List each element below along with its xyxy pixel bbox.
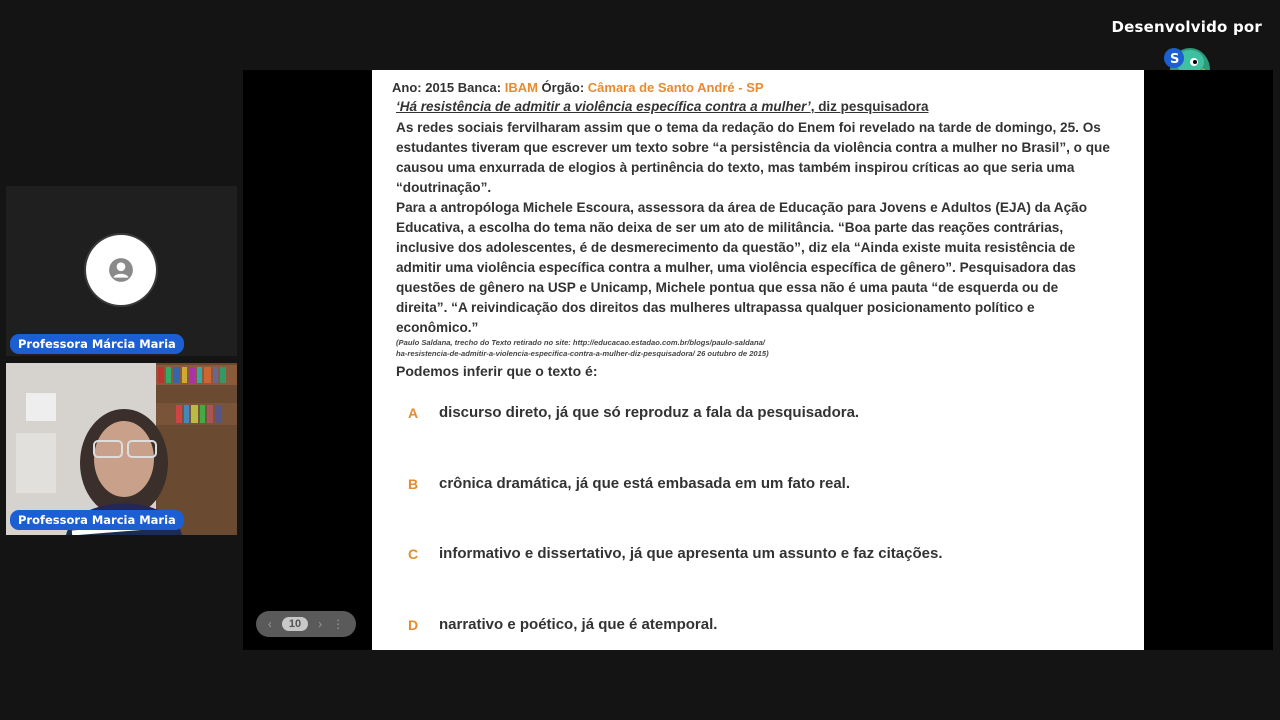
paragraph-2: Para a antropóloga Michele Escoura, assessora da área de Educação para Jovens e Adultos (EJA) da Ação Educativa, a escolha do tema não deixa de ser um ato de militância. “Boa parte das reações contrárias, inclusive dos adolescentes, é de desmerecimento da questão”, diz ela “Ainda existe muita resistência de admitir uma violência específica contra a mulher, uma violência específica de gênero”. Pesquisadora das questões de gênero na USP e Unicamp, Michele pontua que essa não é uma pauta “de esquerda ou de direita”. “A reivindicação dos direitos das mulheres ultrapassa qualquer posicionamento político e econômico.” (396, 200, 1088, 335)
banca-value: IBAM (504, 80, 538, 95)
question-prompt: Podemos inferir que o texto é: (396, 363, 598, 379)
option-text: narrativo e poético, já que é atemporal. (439, 616, 718, 633)
presentation-slide (372, 70, 1144, 650)
more-options-icon[interactable]: ⋮ (332, 617, 345, 631)
participant-name-tag: Professora Marcia Maria (10, 510, 184, 530)
user-icon (108, 257, 134, 283)
article-body (396, 118, 1112, 338)
option-text: crônica dramática, já que está embasada em um fato real. (439, 475, 851, 492)
orgao-label: Órgão: (537, 80, 588, 95)
headline-quote: ‘Há resistência de admitir a violência específica contra a mulher’ (396, 99, 811, 114)
option-a (408, 404, 859, 421)
source-line-1: (Paulo Saldana, trecho do Texto retirado no site: http://educacao.estadao.com.br/blogs/paulo-saldana/ (396, 338, 765, 347)
article-headline (396, 99, 928, 114)
participant-name-tag: Professora Márcia Maria (10, 334, 184, 354)
option-b (408, 475, 850, 492)
headline-suffix: , diz pesquisadora (810, 99, 929, 114)
page-number: 10 (282, 617, 308, 631)
option-text: informativo e dissertativo, já que apresenta um assunto e faz citações. (439, 545, 943, 562)
option-letter: C (408, 545, 419, 562)
meta-prefix: Ano: 2015 Banca: (392, 80, 505, 95)
option-letter: D (408, 616, 419, 633)
source-line-2: ha-resistencia-de-admitir-a-violencia-especifica-contra-a-mulher-diz-pesquisadora/ 26 outubro de 2015) (396, 348, 769, 358)
option-letter: A (408, 404, 419, 421)
article-source (396, 338, 1096, 359)
option-letter: B (408, 475, 419, 492)
orgao-value: Câmara de Santo André - SP (587, 80, 764, 95)
brand-label: Desenvolvido por (1111, 18, 1262, 36)
slide-pager[interactable] (256, 611, 356, 637)
avatar (86, 235, 156, 305)
chevron-right-icon[interactable]: › (318, 617, 323, 631)
paragraph-1: As redes sociais fervilharam assim que o tema da redação do Enem foi revelado na tarde de domingo, 25. Os estudantes tiveram que escrever um texto sobre “a persistência da violência contra a mulher no Brasil”, o que causou uma enxurrada de elogios à pertinência do texto, mas também inspirou críticas ao que seria uma “doutrinação”. (396, 120, 1110, 195)
option-d (408, 616, 717, 633)
svg-text:S: S (1170, 52, 1180, 67)
question-meta (392, 80, 764, 95)
option-text: discurso direto, já que só reproduz a fala da pesquisadora. (439, 404, 860, 421)
chevron-left-icon[interactable]: ‹ (267, 617, 272, 631)
option-c (408, 545, 943, 562)
participant-tile-avatar[interactable] (6, 186, 237, 356)
